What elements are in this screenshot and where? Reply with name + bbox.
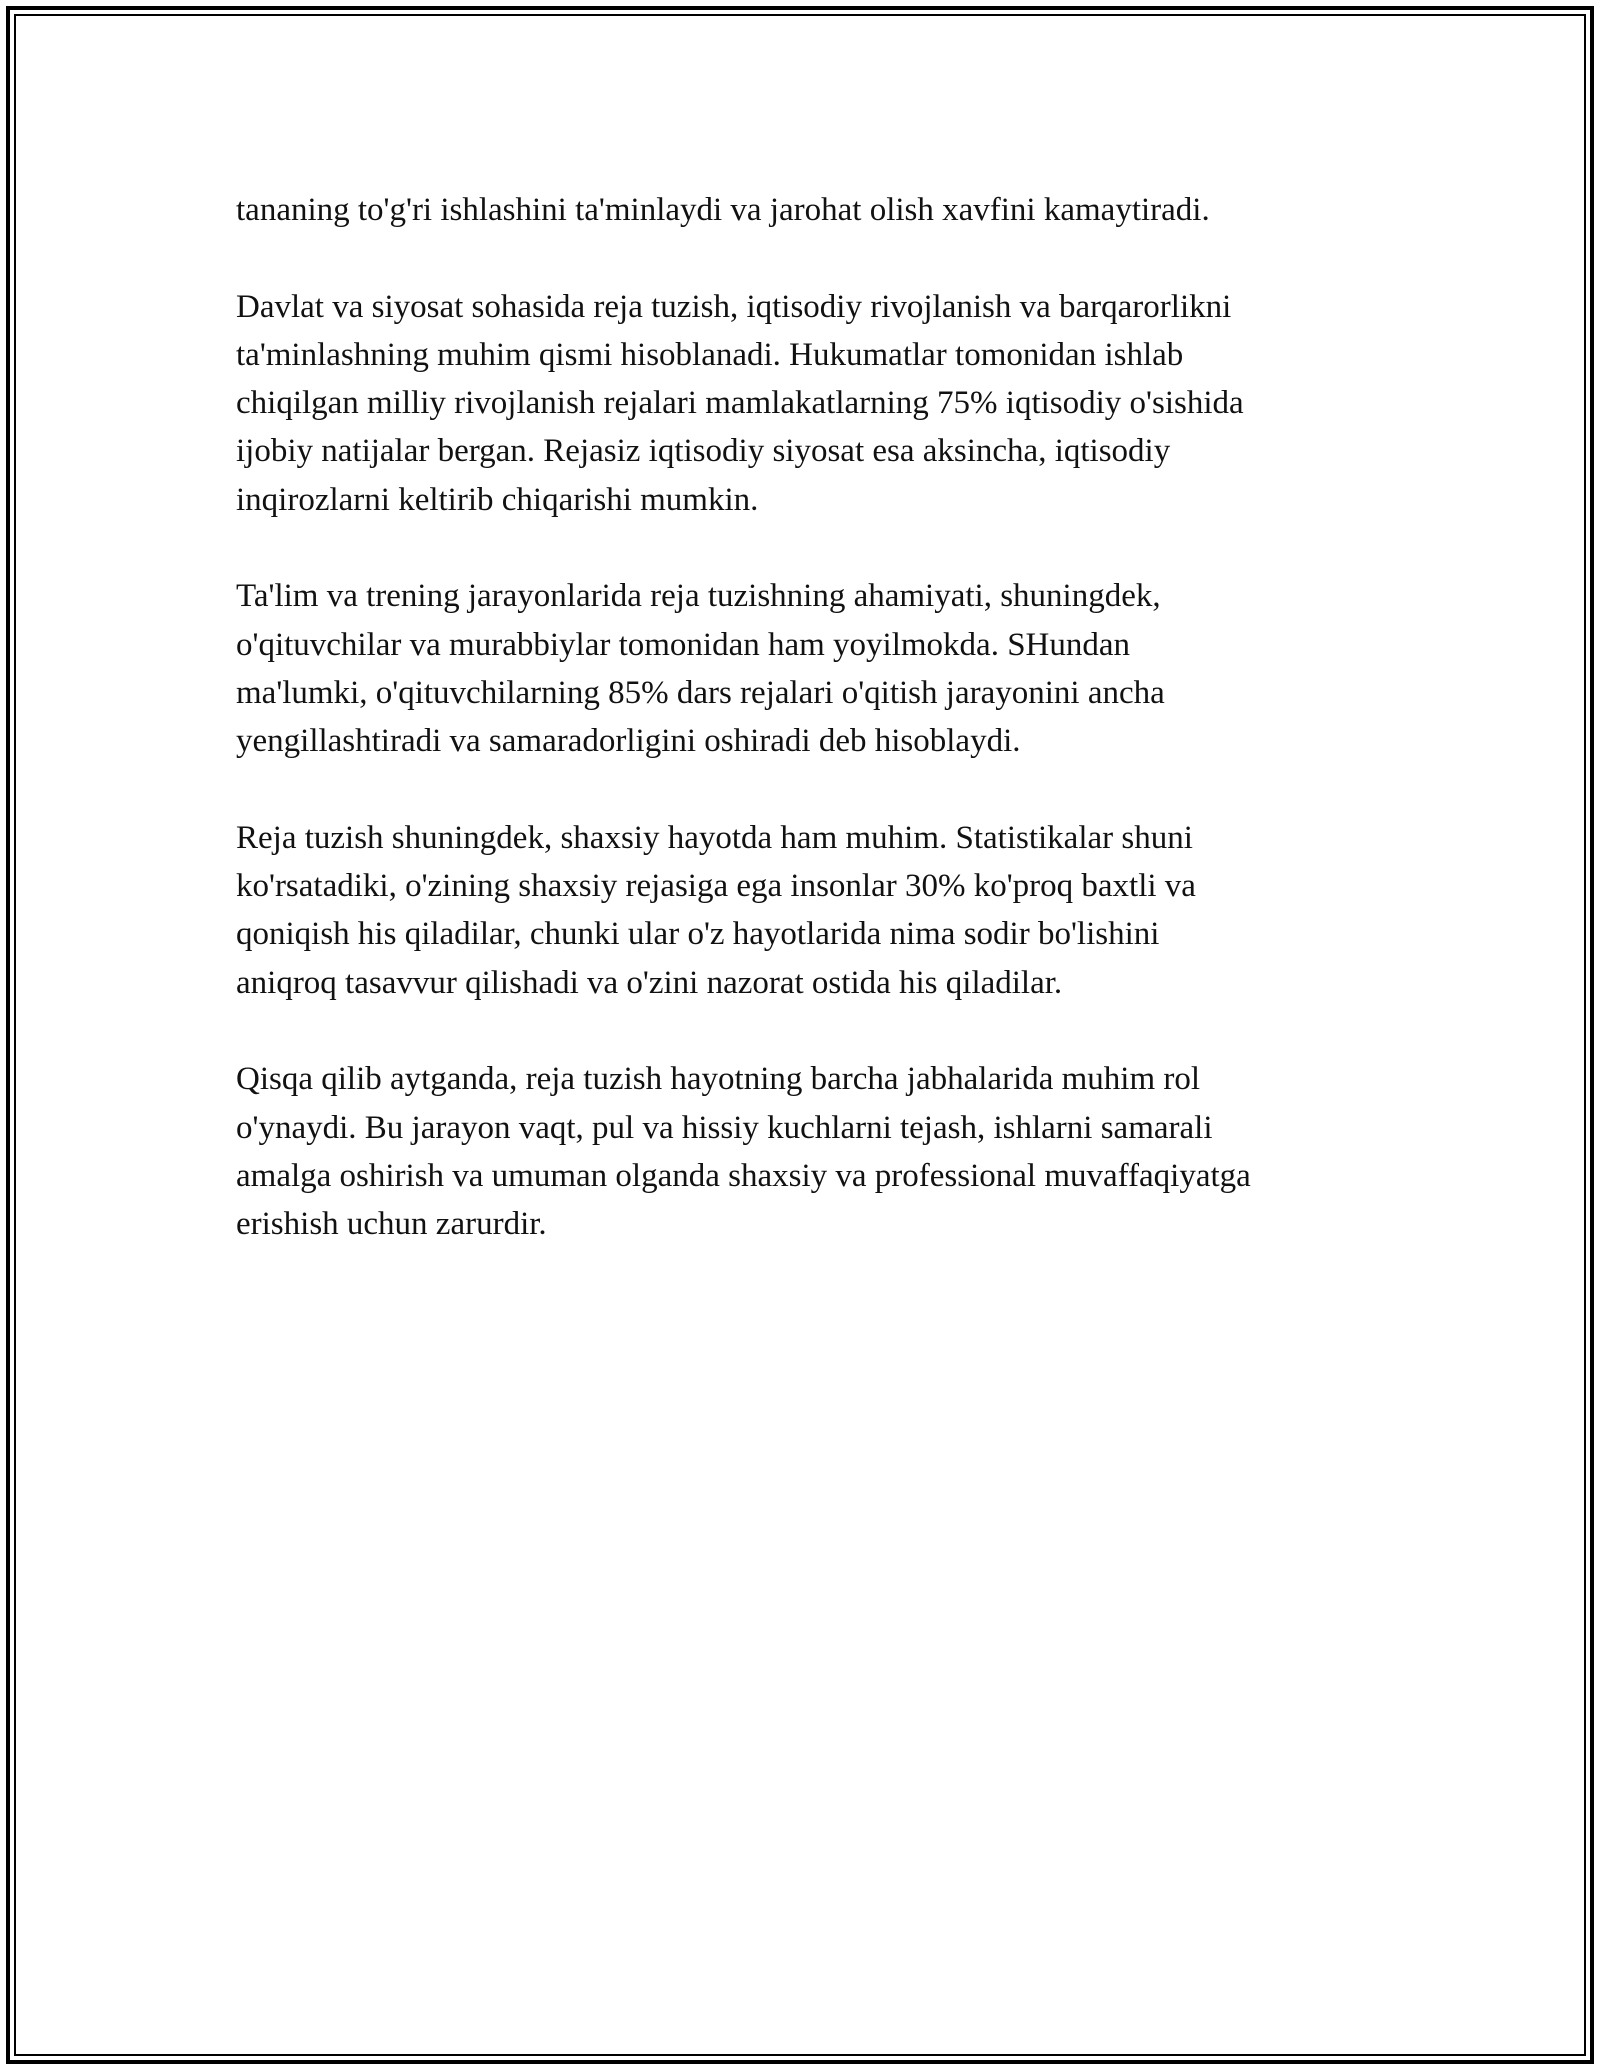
text-line: tananing to'g'ri ishlashini ta'minlaydi va jarohat olish xavfini kamaytiradi. <box>236 192 1210 228</box>
text-line: inqirozlarni keltirib chiqarishi mumkin. <box>236 481 759 518</box>
text-line: ijobiy natijalar bergan. Rejasiz iqtisodiy siyosat esa aksincha, iqtisodiy <box>236 433 1171 470</box>
text-line: erishish uchun zarurdir. <box>236 1206 547 1243</box>
text-line: ta'minlashning muhim qismi hisoblanadi. Hukumatlar tomonidan ishlab <box>236 336 1184 373</box>
paragraph-5 <box>236 1055 1376 1248</box>
text-line: o'ynaydi. Bu jarayon vaqt, pul va hissiy kuchlarni tejash, ishlarni samarali <box>236 1109 1213 1146</box>
text-line: ma'lumki, o'qituvchilarning 85% dars rejalari o'qitish jarayonini ancha <box>236 674 1165 711</box>
text-line: o'qituvchilar va murabbiylar tomonidan ham yoyilmokda. SHundan <box>236 626 1131 663</box>
text-line: yengillashtiradi va samaradorligini oshiradi deb hisoblaydi. <box>236 723 1021 760</box>
text-line: Davlat va siyosat sohasida reja tuzish, iqtisodiy rivojlanish va barqarorlikni <box>236 288 1232 325</box>
document-body <box>236 186 1376 1297</box>
text-line: aniqroq tasavvur qilishadi va o'zini nazorat ostida his qiladilar. <box>236 964 1063 1001</box>
text-line: qoniqish his qiladilar, chunki ular o'z hayotlarida nima sodir bo'lishini <box>236 916 1160 953</box>
paragraph-3 <box>236 572 1376 765</box>
text-line: Qisqa qilib aytganda, reja tuzish hayotning barcha jabhalarida muhim rol <box>236 1061 1201 1098</box>
paragraph-1 <box>236 186 1376 234</box>
text-line: amalga oshirish va umuman olganda shaxsiy va professional muvaffaqiyatga <box>236 1157 1251 1194</box>
text-line: ko'rsatadiki, o'zining shaxsiy rejasiga ega insonlar 30% ko'proq baxtli va <box>236 868 1196 905</box>
paragraph-4 <box>236 814 1376 1007</box>
paragraph-2 <box>236 283 1376 524</box>
text-line: Ta'lim va trening jarayonlarida reja tuzishning ahamiyati, shuningdek, <box>236 578 1161 615</box>
text-line: chiqilgan milliy rivojlanish rejalari mamlakatlarning 75% iqtisodiy o'sishida <box>236 385 1244 422</box>
text-line: Reja tuzish shuningdek, shaxsiy hayotda ham muhim. Statistikalar shuni <box>236 819 1193 856</box>
